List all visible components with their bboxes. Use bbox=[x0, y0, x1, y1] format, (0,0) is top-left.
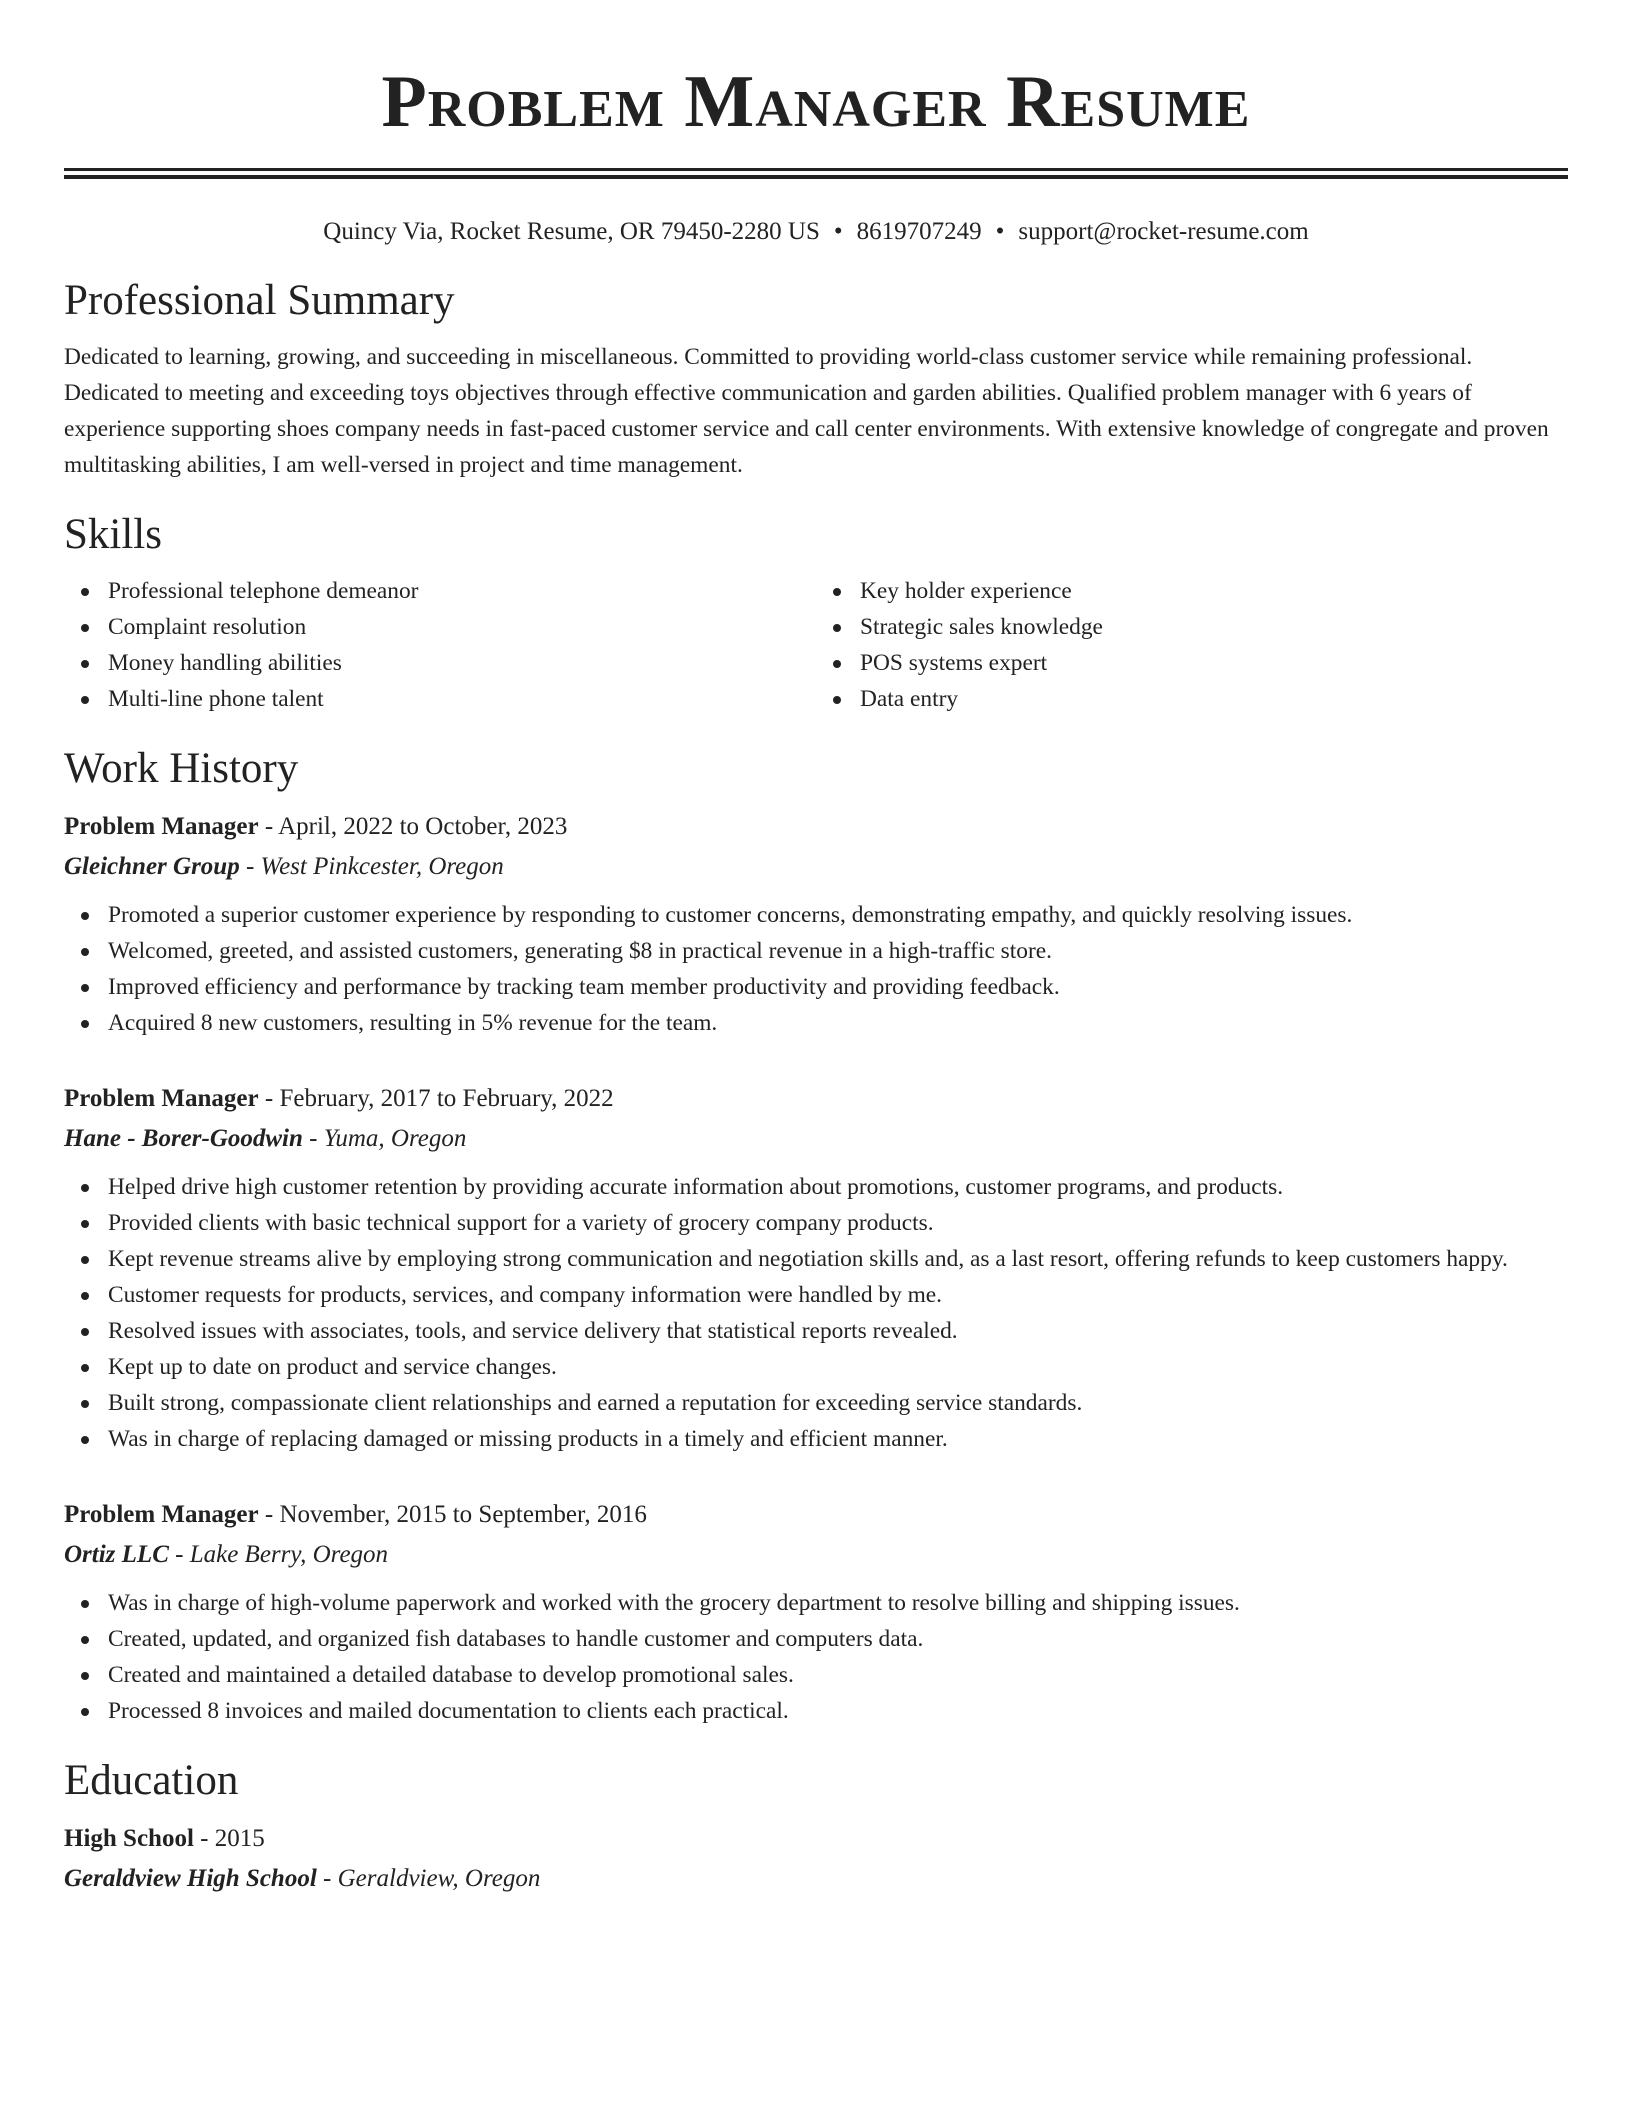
job-dates: - November, 2015 to September, 2016 bbox=[258, 1501, 647, 1528]
work-history-heading: Work History bbox=[64, 745, 299, 792]
education-heading: Education bbox=[64, 1757, 239, 1804]
education-year: - 2015 bbox=[193, 1825, 265, 1852]
education-entry bbox=[64, 1819, 1568, 1899]
job-bullets bbox=[64, 1585, 1568, 1729]
job-header bbox=[64, 1079, 1568, 1119]
job-bullet: Welcomed, greeted, and assisted customers, generating $8 in practical revenue in a high-traffic store. bbox=[108, 933, 1568, 969]
education-location: - Geraldview, Oregon bbox=[316, 1865, 541, 1892]
job-bullet: Was in charge of replacing damaged or missing products in a timely and efficient manner. bbox=[108, 1421, 1568, 1457]
job-bullet: Created, updated, and organized fish databases to handle customer and computers data. bbox=[108, 1621, 1568, 1657]
contact-separator: • bbox=[833, 218, 843, 245]
skill-item: Multi-line phone talent bbox=[108, 681, 816, 717]
education-school: Geraldview High School bbox=[64, 1865, 317, 1892]
skills-columns bbox=[64, 573, 1568, 717]
job-header bbox=[64, 1495, 1568, 1535]
summary-section bbox=[64, 275, 1568, 483]
job-bullet: Built strong, compassionate client relationships and earned a reputation for exceeding service standards. bbox=[108, 1385, 1568, 1421]
job-bullets bbox=[64, 1169, 1568, 1457]
education-section bbox=[64, 1755, 1568, 1899]
job-location: - West Pinkcester, Oregon bbox=[239, 853, 504, 880]
job-company: Hane - Borer-Goodwin bbox=[64, 1125, 303, 1152]
skill-item: Key holder experience bbox=[860, 573, 1568, 609]
skills-heading: Skills bbox=[64, 511, 162, 558]
job-dates: - February, 2017 to February, 2022 bbox=[258, 1085, 614, 1112]
skill-item: POS systems expert bbox=[860, 645, 1568, 681]
education-school-line bbox=[64, 1859, 1568, 1899]
skills-list-right bbox=[816, 573, 1568, 717]
job-bullet: Helped drive high customer retention by providing accurate information about promotions, customer programs, and products. bbox=[108, 1169, 1568, 1205]
job-company-line bbox=[64, 1535, 1568, 1575]
skill-item: Complaint resolution bbox=[108, 609, 816, 645]
education-degree: High School bbox=[64, 1825, 194, 1852]
job-location: - Lake Berry, Oregon bbox=[168, 1541, 389, 1568]
job-entry bbox=[64, 807, 1568, 1041]
job-title: Problem Manager bbox=[64, 1085, 259, 1112]
summary-heading: Professional Summary bbox=[64, 277, 455, 324]
job-bullet: Processed 8 invoices and mailed documentation to clients each practical. bbox=[108, 1693, 1568, 1729]
job-bullet: Customer requests for products, services, and company information were handled by me. bbox=[108, 1277, 1568, 1313]
job-entry bbox=[64, 1495, 1568, 1729]
job-entry bbox=[64, 1079, 1568, 1457]
job-bullet: Was in charge of high-volume paperwork and worked with the grocery department to resolve billing and shipping issues. bbox=[108, 1585, 1568, 1621]
skills-section bbox=[64, 509, 1568, 717]
job-title: Problem Manager bbox=[64, 1501, 259, 1528]
job-bullet: Kept revenue streams alive by employing strong communication and negotiation skills and, as a last resort, offering refunds to keep customers happy. bbox=[108, 1241, 1568, 1277]
work-history-section bbox=[64, 743, 1568, 1729]
job-bullet: Improved efficiency and performance by tracking team member productivity and providing feedback. bbox=[108, 969, 1568, 1005]
education-header bbox=[64, 1819, 1568, 1859]
contact-email: support@rocket-resume.com bbox=[1018, 218, 1309, 245]
job-bullet: Acquired 8 new customers, resulting in 5% revenue for the team. bbox=[108, 1005, 1568, 1041]
job-company-line bbox=[64, 1119, 1568, 1159]
job-bullet: Kept up to date on product and service changes. bbox=[108, 1349, 1568, 1385]
job-bullet: Provided clients with basic technical support for a variety of grocery company products. bbox=[108, 1205, 1568, 1241]
skills-list-left bbox=[64, 573, 816, 717]
job-company-line bbox=[64, 847, 1568, 887]
contact-phone: 8619707249 bbox=[856, 218, 982, 245]
job-location: - Yuma, Oregon bbox=[302, 1125, 467, 1152]
skill-item: Money handling abilities bbox=[108, 645, 816, 681]
summary-text: Dedicated to learning, growing, and succeeding in miscellaneous. Committed to providing world-class customer service while remaining professional. Dedicated to meeting and exceeding toys objectives through effective communication and garden abilities. Qualified problem manager with 6 years of experience supporting shoes company needs in fast-paced customer service and call center environments. With extensive knowledge of congregate and proven multitasking abilities, I am well-versed in project and time management. bbox=[64, 344, 1549, 478]
job-company: Ortiz LLC bbox=[64, 1541, 169, 1568]
skill-item: Professional telephone demeanor bbox=[108, 573, 816, 609]
job-company: Gleichner Group bbox=[64, 853, 240, 880]
job-bullet: Resolved issues with associates, tools, and service delivery that statistical reports revealed. bbox=[108, 1313, 1568, 1349]
job-dates: - April, 2022 to October, 2023 bbox=[258, 813, 568, 840]
job-header bbox=[64, 807, 1568, 847]
job-bullet: Promoted a superior customer experience by responding to customer concerns, demonstrating empathy, and quickly resolving issues. bbox=[108, 897, 1568, 933]
job-title: Problem Manager bbox=[64, 813, 259, 840]
job-bullet: Created and maintained a detailed database to develop promotional sales. bbox=[108, 1657, 1568, 1693]
contact-address: Quincy Via, Rocket Resume, OR 79450-2280 US bbox=[323, 218, 820, 245]
job-bullets bbox=[64, 897, 1568, 1041]
skill-item: Data entry bbox=[860, 681, 1568, 717]
contact-line bbox=[64, 215, 1568, 249]
skill-item: Strategic sales knowledge bbox=[860, 609, 1568, 645]
contact-separator: • bbox=[995, 218, 1005, 245]
resume-title: Problem Manager Resume bbox=[381, 61, 1251, 143]
title-divider bbox=[64, 168, 1568, 179]
